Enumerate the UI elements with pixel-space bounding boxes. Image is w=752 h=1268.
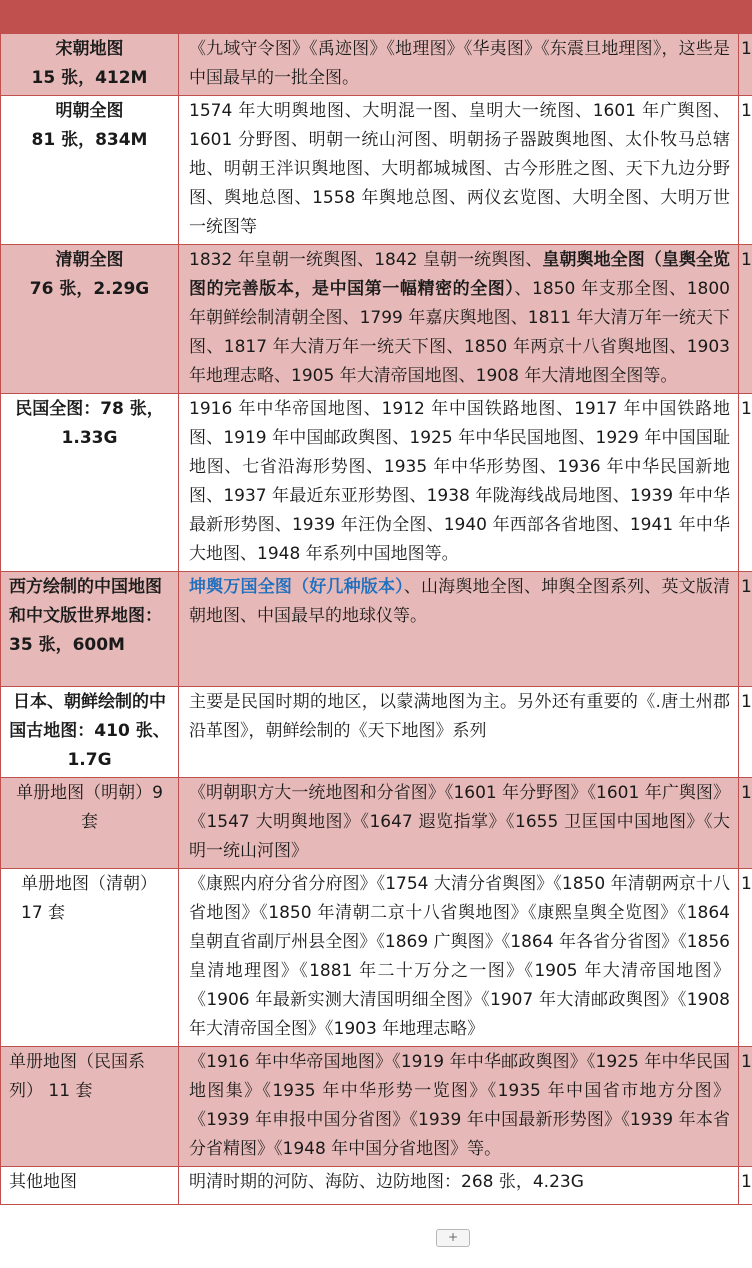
row-description: [179, 245, 739, 394]
category-count: 15 张，412M: [31, 68, 148, 88]
row-extra: 1: [739, 778, 752, 869]
table-row: [1, 96, 752, 245]
row-extra: 1: [739, 245, 752, 394]
table-row: [1, 778, 752, 869]
row-category: 单册地图（清朝）17 套: [1, 869, 179, 1047]
category-count: 76 张，2.29G: [29, 279, 150, 299]
row-category: 日本、朝鲜绘制的中国古地图：410 张、1.7G: [1, 687, 179, 778]
row-extra: 1: [739, 687, 752, 778]
table-row: [1, 394, 752, 572]
row-category: 单册地图（明朝）9 套: [1, 778, 179, 869]
row-category: [1, 245, 179, 394]
desc-text: 、山海舆地全图、坤舆全图系列、英文版清朝地图、中国最早的地球仪等。: [189, 577, 731, 626]
row-extra: 1: [739, 1047, 752, 1167]
row-description: 明清时期的河防、海防、边防地图：268 张，4.23G: [179, 1167, 739, 1205]
add-row-button[interactable]: +: [436, 1229, 470, 1247]
map-collection-table: [0, 33, 752, 1205]
category-title: 宋朝地图: [55, 39, 124, 59]
row-description: 《明朝职方大一统地图和分省图》《1601 年分野图》《1601 年广舆图》《1547 大明舆地图》《1647 遐览指掌》《1655 卫匡国中国地图》《大明一统山河图》: [179, 778, 739, 869]
row-extra: 1: [739, 869, 752, 1047]
desc-link[interactable]: 坤舆万国全图（好几种版本）: [189, 577, 404, 597]
row-description: 《九域守令图》《禹迹图》《地理图》《华夷图》《东震旦地理图》，这些是中国最早的一批全图。: [179, 34, 739, 96]
table-row: [1, 245, 752, 394]
row-description: 主要是民国时期的地区，以蒙满地图为主。另外还有重要的《.唐土州郡沿革图》，朝鲜绘制的《天下地图》系列: [179, 687, 739, 778]
table-row: [1, 572, 752, 687]
table-row: [1, 1047, 752, 1167]
row-category: [1, 34, 179, 96]
row-category: 西方绘制的中国地图和中文版世界地图：35 张，600M: [1, 572, 179, 687]
row-description: [179, 572, 739, 687]
table-header-band: [0, 0, 752, 33]
row-category: 单册地图（民国系列） 11 套: [1, 1047, 179, 1167]
table-row: [1, 1167, 752, 1205]
table-row: [1, 34, 752, 96]
category-count: 81 张，834M: [31, 130, 148, 150]
row-extra: 1: [739, 1167, 752, 1205]
desc-text: 、1850 年支那全图、1800 年朝鲜绘制清朝全图、1799 年嘉庆舆地图、1811 年大清万年一统天下图、1817 年大清万年一统天下图、1850 年两京十八省舆地图、1903 年地理志略、1905 年大清帝国地图、1908 年大清地图全图等。: [189, 279, 730, 386]
category-title: 清朝全图: [55, 250, 124, 270]
row-extra: 1: [739, 572, 752, 687]
table-row: [1, 687, 752, 778]
row-category: 民国全图：78 张，1.33G: [1, 394, 179, 572]
row-extra: 1: [739, 34, 752, 96]
table-row: [1, 869, 752, 1047]
desc-text: 1832 年皇朝一统舆图、1842 皇朝一统舆图、: [189, 250, 543, 270]
row-category: 其他地图: [1, 1167, 179, 1205]
row-category: [1, 96, 179, 245]
row-description: 《康熙内府分省分府图》《1754 大清分省舆图》《1850 年清朝两京十八省地图》《1850 年清朝二京十八省舆地图》《康熙皇舆全览图》《1864 皇朝直省副厅州县全图》《1869 广舆图》《1864 年各省分省图》《1856 皇清地理图》《1881 年二十万分之一图》《1905 年大清帝国地图》《1906 年最新实测大清国明细全图》《1907 年大清邮政舆图》《1908 年大清帝国全图》《1903 年地理志略》: [179, 869, 739, 1047]
row-description: 《1916 年中华帝国地图》《1919 年中华邮政舆图》《1925 年中华民国地图集》《1935 年中华形势一览图》《1935 年中国省市地方分图》《1939 年申报中国分省图》《1939 年中国最新形势图》《1939 年本省分省精图》《1948 年中国分省地图》等。: [179, 1047, 739, 1167]
category-title: 明朝全图: [55, 101, 124, 121]
row-description: 1916 年中华帝国地图、1912 年中国铁路地图、1917 年中国铁路地图、1919 年中国邮政舆图、1925 年中华民国地图、1929 年中国国耻地图、七省沿海形势图、1935 年中华形势图、1936 年中华民国新地图、1937 年最近东亚形势图、1938 年陇海线战局地图、1939 年中华最新形势图、1939 年汪伪全图、1940 年西部各省地图、1941 年中华大地图、1948 年系列中国地图等。: [179, 394, 739, 572]
row-description: 1574 年大明舆地图、大明混一图、皇明大一统图、1601 年广舆图、1601 分野图、明朝一统山河图、明朝扬子器跛舆地图、太仆牧马总辖地、明朝王泮识舆地图、大明都城城图、古今形胜之图、天下九边分野图、舆地总图、1558 年舆地总图、两仪玄览图、大明全图、大明万世一统图等: [179, 96, 739, 245]
row-extra: 1: [739, 394, 752, 572]
row-extra: 1: [739, 96, 752, 245]
desc-highlight: 皇朝舆地全图（皇舆全览图的完善版本，是中国第一幅精密的全图）: [189, 250, 731, 299]
